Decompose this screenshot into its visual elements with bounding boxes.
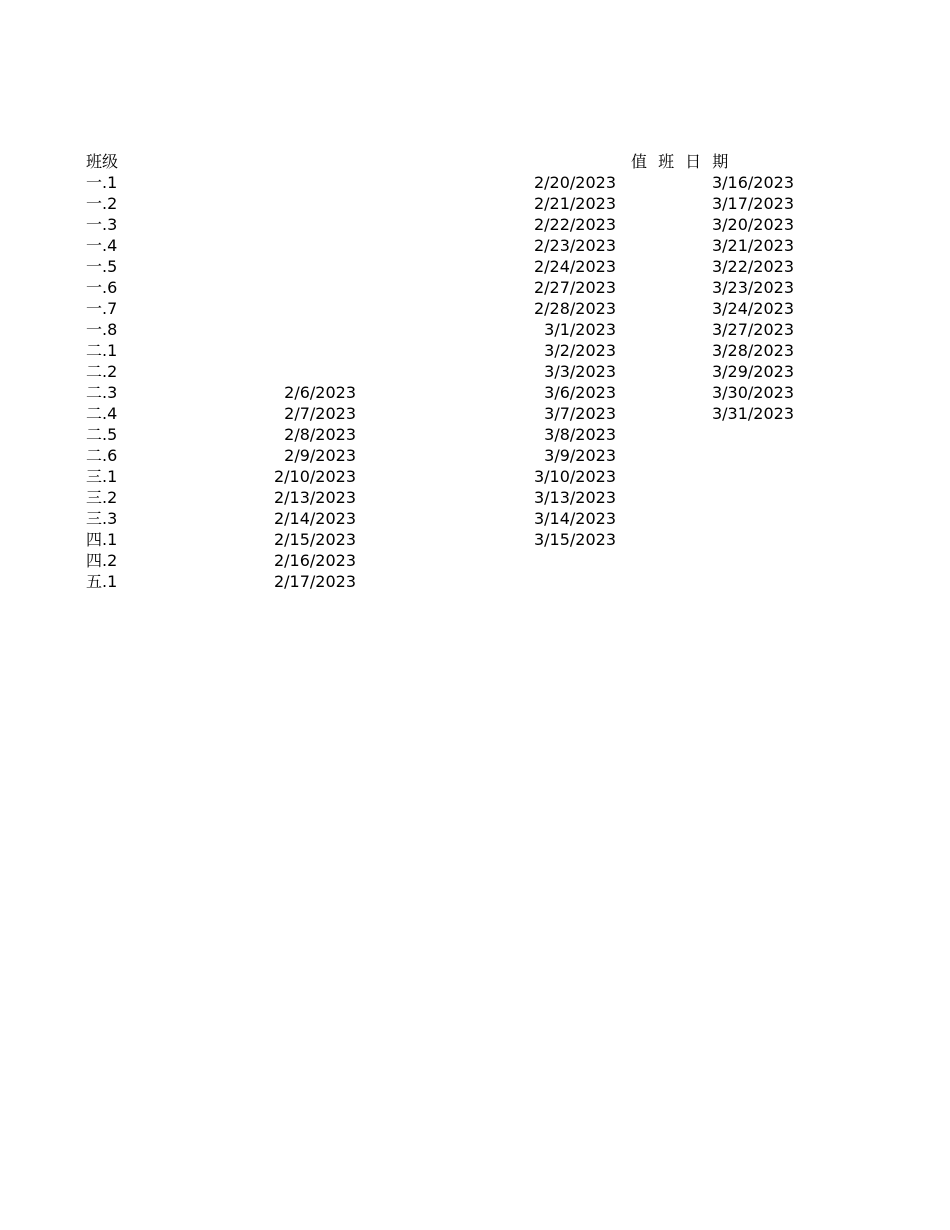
march-date-cell (640, 550, 794, 571)
march-date-cell: 3/27/2023 (711, 320, 794, 339)
feb-mar-date-cell: 2/23/2023 (533, 236, 616, 255)
feb-mar-date-cell: 3/2/2023 (544, 341, 616, 360)
table-row (0, 508, 950, 529)
class-cell: 四.1 (86, 530, 118, 549)
duty-date-title: 值 班 日 期 (631, 152, 729, 171)
feb-mar-date-cell: 3/15/2023 (533, 530, 616, 549)
feb-mar-date-cell: 3/13/2023 (533, 488, 616, 507)
march-date-cell: 3/16/2023 (711, 173, 794, 192)
march-date-cell (640, 424, 794, 445)
feb-mar-date-cell: 2/21/2023 (533, 194, 616, 213)
march-date-cell (640, 466, 794, 487)
feb-mar-date-cell: 2/28/2023 (533, 299, 616, 318)
march-date-cell (640, 571, 794, 592)
march-date-cell: 3/28/2023 (711, 341, 794, 360)
table-row (0, 445, 950, 466)
february-date-cell: 2/15/2023 (273, 530, 356, 549)
february-date-cell (206, 298, 356, 319)
table-row (0, 214, 950, 235)
class-cell: 一.6 (86, 278, 118, 297)
february-date-cell (206, 193, 356, 214)
class-cell: 四.2 (86, 551, 118, 570)
feb-mar-date-cell (460, 571, 616, 592)
feb-mar-date-cell: 3/3/2023 (544, 362, 616, 381)
february-date-cell: 2/13/2023 (273, 488, 356, 507)
march-date-cell: 3/30/2023 (711, 383, 794, 402)
class-cell: 五.1 (86, 572, 118, 591)
table-row (0, 172, 950, 193)
feb-mar-date-cell: 2/22/2023 (533, 215, 616, 234)
class-cell: 一.2 (86, 194, 118, 213)
class-cell: 一.1 (86, 173, 118, 192)
march-date-cell: 3/31/2023 (711, 404, 794, 423)
february-date-cell: 2/9/2023 (284, 446, 356, 465)
class-cell: 三.1 (86, 467, 118, 486)
february-date-cell: 2/14/2023 (273, 509, 356, 528)
march-date-cell: 3/17/2023 (711, 194, 794, 213)
feb-mar-date-cell: 3/1/2023 (544, 320, 616, 339)
class-cell: 一.5 (86, 257, 118, 276)
february-date-cell (206, 361, 356, 382)
february-date-cell: 2/6/2023 (284, 383, 356, 402)
february-date-cell: 2/8/2023 (284, 425, 356, 444)
table-row (0, 193, 950, 214)
class-cell: 一.3 (86, 215, 118, 234)
table-row (0, 340, 950, 361)
march-date-cell (640, 487, 794, 508)
table-row (0, 466, 950, 487)
february-date-cell: 2/10/2023 (273, 467, 356, 486)
class-cell: 二.3 (86, 383, 118, 402)
february-date-cell (206, 256, 356, 277)
table-row (0, 571, 950, 592)
class-cell: 二.5 (86, 425, 118, 444)
header-row (0, 151, 950, 172)
table-row (0, 361, 950, 382)
march-date-cell: 3/21/2023 (711, 236, 794, 255)
class-cell: 一.8 (86, 320, 118, 339)
february-date-cell (206, 340, 356, 361)
february-date-cell: 2/17/2023 (273, 572, 356, 591)
class-cell: 二.1 (86, 341, 118, 360)
feb-mar-date-cell: 3/7/2023 (544, 404, 616, 423)
table-row (0, 235, 950, 256)
february-date-cell: 2/7/2023 (284, 404, 356, 423)
february-date-cell (206, 172, 356, 193)
table-row (0, 298, 950, 319)
feb-mar-date-cell: 3/6/2023 (544, 383, 616, 402)
march-date-cell: 3/29/2023 (711, 362, 794, 381)
table-row (0, 403, 950, 424)
table-row (0, 277, 950, 298)
feb-mar-date-cell: 2/24/2023 (533, 257, 616, 276)
feb-mar-date-cell: 3/8/2023 (544, 425, 616, 444)
class-column-header: 班级 (86, 152, 119, 171)
feb-mar-date-cell: 3/14/2023 (533, 509, 616, 528)
february-date-cell (206, 319, 356, 340)
table-row (0, 256, 950, 277)
march-date-cell: 3/23/2023 (711, 278, 794, 297)
class-cell: 二.6 (86, 446, 118, 465)
march-date-cell (640, 445, 794, 466)
table-row (0, 487, 950, 508)
march-date-cell (640, 529, 794, 550)
march-date-cell: 3/20/2023 (711, 215, 794, 234)
march-date-cell (640, 508, 794, 529)
table-row (0, 319, 950, 340)
february-date-cell (206, 214, 356, 235)
class-cell: 二.4 (86, 404, 118, 423)
feb-mar-date-cell: 2/27/2023 (533, 278, 616, 297)
class-cell: 二.2 (86, 362, 118, 381)
table-row (0, 550, 950, 571)
table-row (0, 382, 950, 403)
table-row (0, 424, 950, 445)
feb-mar-date-cell: 3/9/2023 (544, 446, 616, 465)
feb-mar-date-cell (460, 550, 616, 571)
feb-mar-date-cell: 2/20/2023 (533, 173, 616, 192)
march-date-cell: 3/22/2023 (711, 257, 794, 276)
february-date-cell: 2/16/2023 (273, 551, 356, 570)
class-cell: 三.3 (86, 509, 118, 528)
class-cell: 一.7 (86, 299, 118, 318)
feb-mar-date-cell: 3/10/2023 (533, 467, 616, 486)
class-cell: 三.2 (86, 488, 118, 507)
table-row (0, 529, 950, 550)
february-date-cell (206, 235, 356, 256)
february-date-cell (206, 277, 356, 298)
class-cell: 一.4 (86, 236, 118, 255)
march-date-cell: 3/24/2023 (711, 299, 794, 318)
